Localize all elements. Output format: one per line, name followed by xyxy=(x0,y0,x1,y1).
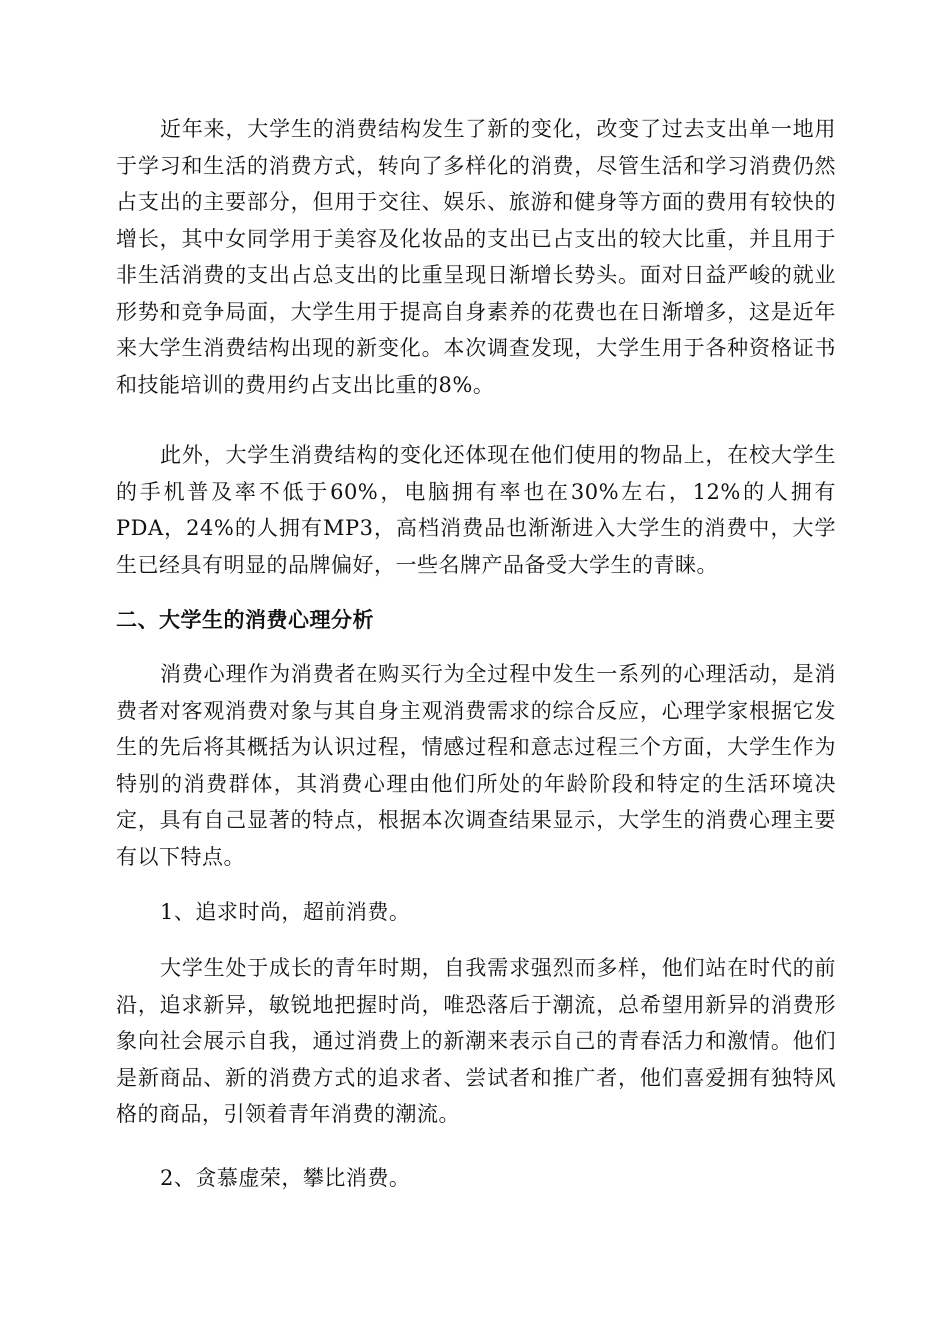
paragraph-psychology-intro: 消费心理作为消费者在购买行为全过程中发生一系列的心理活动，是消费者对客观消费对象与其自身主观消费需求的综合反应，心理学家根据它发生的先后将其概括为认识过程，情感过程和意志过程三个方面，大学生作为特别的消费群体，其消费心理由他们所处的年龄阶段和特定的生活环境决定，具有自己显著的特点，根据本次调查结果显示，大学生的消费心理主要有以下特点。 xyxy=(116,662,836,869)
paragraph-consumer-goods: 此外，大学生消费结构的变化还体现在他们使用的物品上，在校大学生的手机普及率不低于60%，电脑拥有率也在30%左右，12%的人拥有PDA，24%的人拥有MP3，高档消费品也渐渐进入大学生的消费中，大学生已经具有明显的品牌偏好，一些名牌产品备受大学生的青睐。 xyxy=(116,443,836,577)
paragraph-consumption-structure: 近年来，大学生的消费结构发生了新的变化，改变了过去支出单一地用于学习和生活的消费方式，转向了多样化的消费，尽管生活和学习消费仍然占支出的主要部分，但用于交往、娱乐、旅游和健身等方面的费用有较快的增长，其中女同学用于美容及化妆品的支出已占支出的较大比重，并且用于非生活消费的支出占总支出的比重呈现日渐增长势头。面对日益严峻的就业形势和竞争局面，大学生用于提高自身素养的花费也在日渐增多，这是近年来大学生消费结构出现的新变化。本次调查发现，大学生用于各种资格证书和技能培训的费用约占支出比重的8%。 xyxy=(116,117,836,397)
list-item-fashion: 1、追求时尚，超前消费。 xyxy=(160,900,411,924)
section-heading-consumption-psychology: 二、大学生的消费心理分析 xyxy=(116,608,374,632)
paragraph-fashion-detail: 大学生处于成长的青年时期，自我需求强烈而多样，他们站在时代的前沿，追求新异，敏锐地把握时尚，唯恐落后于潮流，总希望用新异的消费形象向社会展示自我，通过消费上的新潮来表示自己的青春活力和激情。他们是新商品、新的消费方式的追求者、尝试者和推广者，他们喜爱拥有独特风格的商品，引领着青年消费的潮流。 xyxy=(116,956,836,1126)
list-item-vanity: 2、贪慕虚荣，攀比消费。 xyxy=(160,1166,411,1190)
